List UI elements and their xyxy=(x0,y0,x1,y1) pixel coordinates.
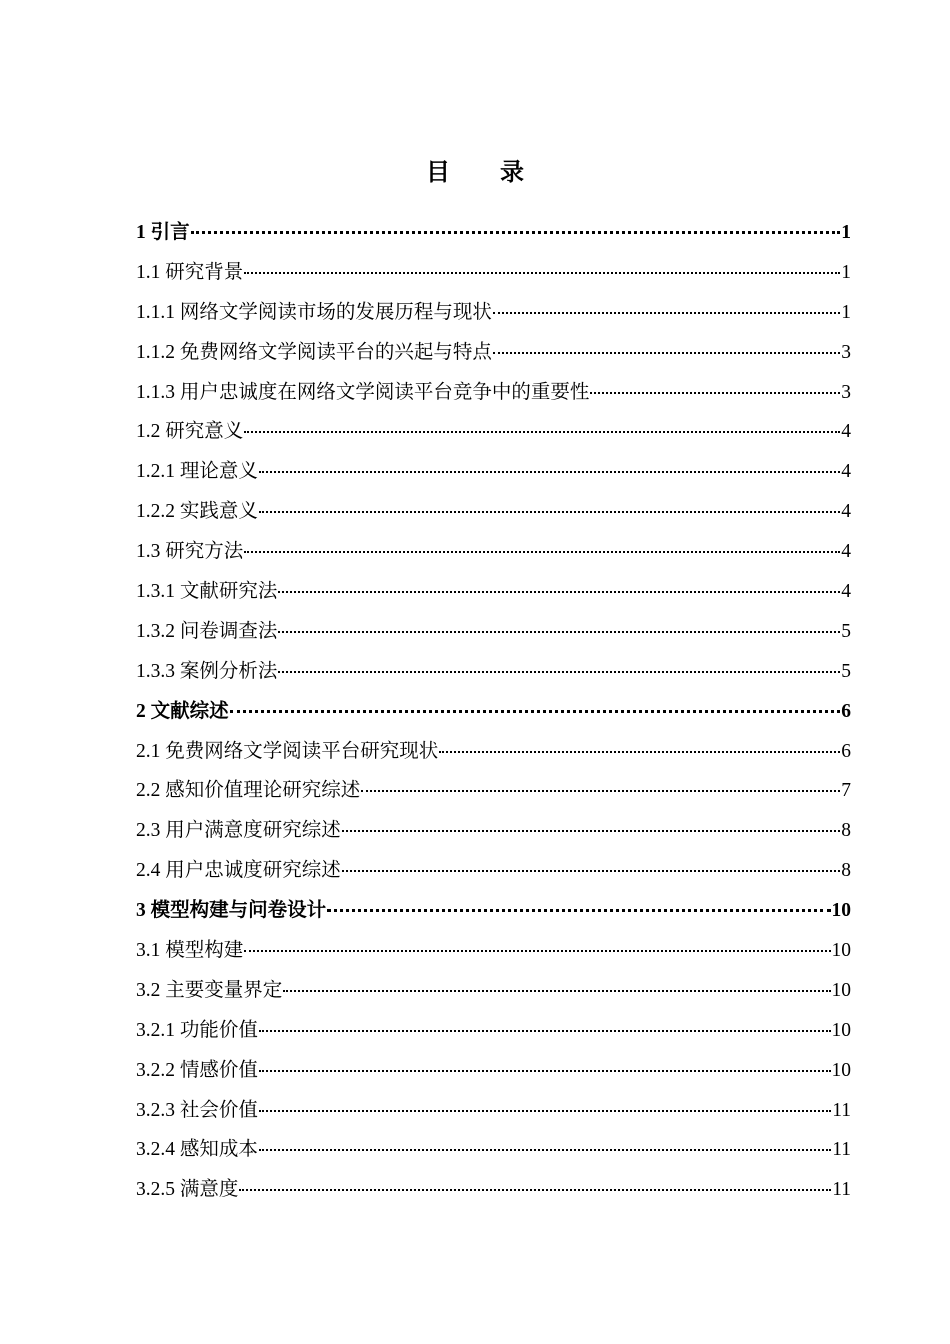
toc-dot-leader xyxy=(278,591,840,593)
toc-entry-page-number: 4 xyxy=(841,501,851,523)
toc-entry-page-number: 6 xyxy=(841,700,851,722)
toc-dot-leader xyxy=(259,1110,831,1112)
toc-dot-leader xyxy=(493,352,840,354)
toc-entry[interactable] xyxy=(136,452,851,492)
toc-list xyxy=(136,213,851,1210)
toc-title: 目录 xyxy=(426,160,574,186)
toc-entry[interactable] xyxy=(136,652,851,692)
toc-entry-page-number: 11 xyxy=(832,1099,851,1121)
toc-dot-leader xyxy=(259,511,840,513)
toc-entry-label: 1.1.3 用户忠诚度在网络文学阅读平台竞争中的重要性 xyxy=(136,381,590,403)
toc-entry[interactable] xyxy=(136,971,851,1011)
toc-entry[interactable] xyxy=(136,412,851,452)
toc-entry[interactable] xyxy=(136,1051,851,1091)
toc-entry-label: 3.2.3 社会价值 xyxy=(136,1099,258,1121)
toc-entry-label: 2 文献综述 xyxy=(136,700,229,722)
toc-entry-label: 2.4 用户忠诚度研究综述 xyxy=(136,860,341,882)
toc-entry-label: 3.2 主要变量界定 xyxy=(136,979,283,1001)
toc-dot-leader xyxy=(244,551,840,553)
toc-entry[interactable] xyxy=(136,612,851,652)
toc-entry[interactable] xyxy=(136,293,851,333)
toc-entry[interactable] xyxy=(136,1170,851,1210)
toc-entry-page-number: 11 xyxy=(832,1179,851,1201)
toc-dot-leader xyxy=(259,1030,831,1032)
toc-entry-page-number: 10 xyxy=(831,1059,851,1081)
toc-entry[interactable] xyxy=(136,572,851,612)
toc-dot-leader xyxy=(259,471,840,473)
toc-dot-leader xyxy=(439,751,840,753)
toc-entry-label: 3.2.4 感知成本 xyxy=(136,1139,258,1161)
toc-entry-page-number: 1 xyxy=(841,301,851,323)
toc-dot-leader xyxy=(361,790,840,792)
toc-entry-label: 2.2 感知价值理论研究综述 xyxy=(136,780,361,802)
toc-dot-leader xyxy=(244,272,840,274)
toc-entry-label: 3.2.1 功能价值 xyxy=(136,1019,258,1041)
toc-entry[interactable] xyxy=(136,692,851,732)
toc-dot-leader xyxy=(327,909,830,912)
toc-entry-label: 2.1 免费网络文学阅读平台研究现状 xyxy=(136,740,439,762)
toc-entry-page-number: 4 xyxy=(841,541,851,563)
toc-entry-page-number: 4 xyxy=(841,421,851,443)
toc-entry[interactable] xyxy=(136,891,851,931)
toc-entry-label: 1.3 研究方法 xyxy=(136,541,244,563)
toc-entry-label: 3.1 模型构建 xyxy=(136,940,244,962)
toc-dot-leader xyxy=(278,671,840,673)
toc-entry[interactable] xyxy=(136,811,851,851)
toc-entry[interactable] xyxy=(136,373,851,413)
toc-entry-page-number: 8 xyxy=(841,860,851,882)
toc-entry-label: 1 引言 xyxy=(136,222,190,243)
toc-entry-page-number: 8 xyxy=(841,820,851,842)
toc-dot-leader xyxy=(278,631,840,633)
toc-entry-page-number: 10 xyxy=(831,940,851,962)
toc-dot-leader xyxy=(283,990,830,992)
toc-entry-label: 3.2.2 情感价值 xyxy=(136,1059,258,1081)
toc-dot-leader xyxy=(493,312,840,314)
toc-entry[interactable] xyxy=(136,1130,851,1170)
toc-entry-page-number: 5 xyxy=(841,660,851,682)
toc-entry-page-number: 10 xyxy=(831,1019,851,1041)
toc-entry[interactable] xyxy=(136,931,851,971)
toc-entry[interactable] xyxy=(136,1091,851,1131)
toc-entry-page-number: 7 xyxy=(841,780,851,802)
toc-entry[interactable] xyxy=(136,851,851,891)
toc-entry-page-number: 11 xyxy=(832,1139,851,1161)
toc-entry-page-number: 3 xyxy=(841,381,851,403)
toc-entry-page-number: 10 xyxy=(831,979,851,1001)
toc-dot-leader xyxy=(590,392,840,394)
toc-entry-page-number: 5 xyxy=(841,620,851,642)
toc-entry-label: 1.3.2 问卷调查法 xyxy=(136,620,278,642)
toc-entry-page-number: 1 xyxy=(841,222,851,243)
toc-entry-label: 2.3 用户满意度研究综述 xyxy=(136,820,341,842)
toc-dot-leader xyxy=(342,830,840,832)
toc-entry[interactable] xyxy=(136,333,851,373)
toc-entry-label: 1.1.2 免费网络文学阅读平台的兴起与特点 xyxy=(136,341,492,363)
toc-entry-page-number: 4 xyxy=(841,581,851,603)
toc-entry-page-number: 10 xyxy=(831,900,851,922)
toc-entry-label: 1.2.2 实践意义 xyxy=(136,501,258,523)
toc-entry-label: 1.1.1 网络文学阅读市场的发展历程与现状 xyxy=(136,301,492,323)
toc-entry-label: 3.2.5 满意度 xyxy=(136,1179,239,1201)
toc-entry-label: 1.3.1 文献研究法 xyxy=(136,581,278,603)
toc-entry-page-number: 4 xyxy=(841,461,851,483)
toc-dot-leader xyxy=(259,1070,831,1072)
toc-entry-label: 1.1 研究背景 xyxy=(136,261,244,283)
toc-entry[interactable] xyxy=(136,771,851,811)
toc-dot-leader xyxy=(259,1149,831,1151)
toc-entry[interactable] xyxy=(136,732,851,772)
toc-entry[interactable] xyxy=(136,213,851,253)
toc-dot-leader xyxy=(342,870,840,872)
toc-entry-label: 3 模型构建与问卷设计 xyxy=(136,900,327,922)
toc-dot-leader xyxy=(239,1189,831,1191)
toc-entry-page-number: 6 xyxy=(841,740,851,762)
toc-entry[interactable] xyxy=(136,253,851,293)
toc-dot-leader xyxy=(230,710,841,713)
toc-entry[interactable] xyxy=(136,532,851,572)
toc-entry-label: 1.2.1 理论意义 xyxy=(136,461,258,483)
toc-entry[interactable] xyxy=(136,492,851,532)
toc-entry-page-number: 1 xyxy=(841,261,851,283)
toc-entry-page-number: 3 xyxy=(841,341,851,363)
toc-entry-label: 1.3.3 案例分析法 xyxy=(136,660,278,682)
toc-dot-leader xyxy=(244,431,840,433)
toc-dot-leader xyxy=(191,231,841,234)
toc-entry-label: 1.2 研究意义 xyxy=(136,421,244,443)
toc-dot-leader xyxy=(244,950,830,952)
toc-entry[interactable] xyxy=(136,1011,851,1051)
